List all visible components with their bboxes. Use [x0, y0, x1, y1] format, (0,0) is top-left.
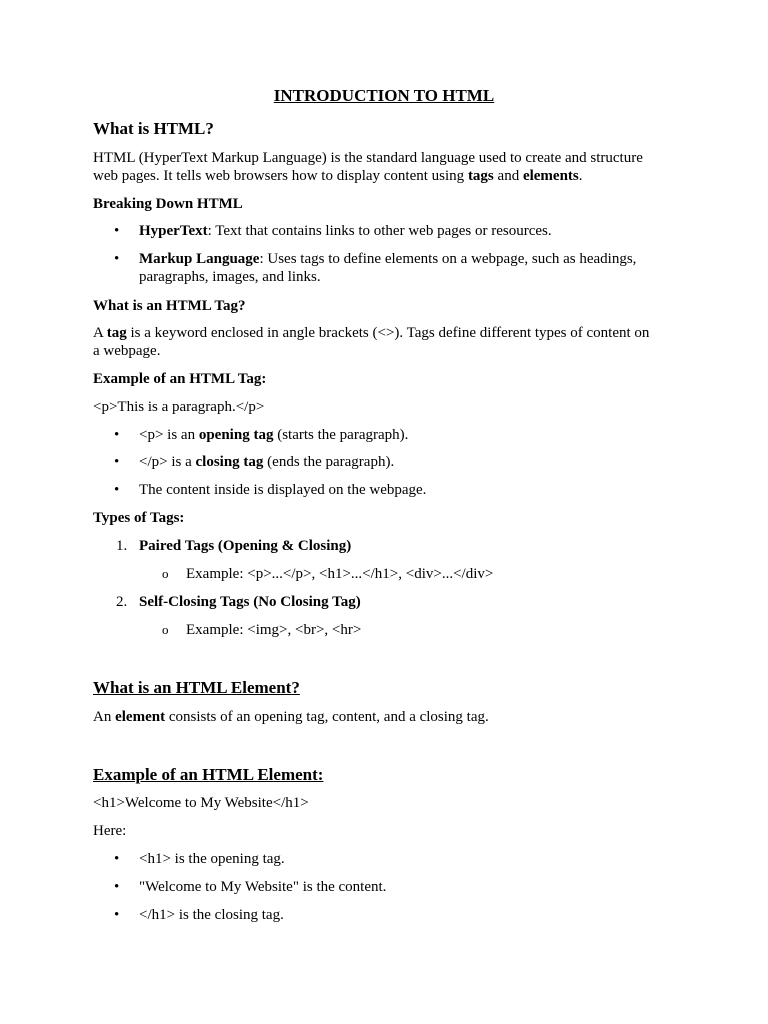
bullet-marker: •: [114, 907, 120, 923]
list-number: 1.: [116, 538, 128, 554]
list-item: Markup Language: Uses tags to define elements on a webpage, such as headings,: [139, 251, 637, 267]
sub-bullet-marker: o: [162, 566, 169, 581]
list-item: HyperText: Text that contains links to other web pages or resources.: [139, 223, 552, 239]
sub-list-item: Example: <img>, <br>, <hr>: [186, 622, 362, 638]
paragraph-tag-definition-line1: A tag is a keyword enclosed in angle brackets (<>). Tags define different types of content on: [93, 325, 650, 341]
heading-what-is-html: What is HTML?: [93, 119, 214, 138]
bullet-marker: •: [114, 879, 120, 895]
bullet-marker: •: [114, 427, 120, 443]
list-item: The content inside is displayed on the webpage.: [139, 482, 427, 498]
list-item: </p> is a closing tag (ends the paragraph).: [139, 454, 395, 470]
list-item: </h1> is the closing tag.: [139, 907, 284, 923]
heading-example-html-element: Example of an HTML Element:: [93, 765, 324, 784]
bullet-marker: •: [114, 454, 120, 470]
heading-what-is-html-tag: What is an HTML Tag?: [93, 298, 246, 314]
list-item-self-closing-tags: Self-Closing Tags (No Closing Tag): [139, 594, 361, 610]
paragraph-element-definition: An element consists of an opening tag, content, and a closing tag.: [93, 709, 489, 725]
paragraph-html-definition-line1: HTML (HyperText Markup Language) is the standard language used to create and structure: [93, 150, 643, 166]
heading-breaking-down-html: Breaking Down HTML: [93, 196, 243, 212]
bullet-marker: •: [114, 223, 120, 239]
list-item-continuation: paragraphs, images, and links.: [139, 269, 321, 285]
list-item: <p> is an opening tag (starts the paragraph).: [139, 427, 409, 443]
paragraph-html-definition-line2: web pages. It tells web browsers how to display content using tags and elements.: [93, 168, 583, 184]
bullet-marker: •: [114, 251, 120, 267]
list-item: <h1> is the opening tag.: [139, 851, 285, 867]
list-number: 2.: [116, 594, 128, 610]
paragraph-tag-definition-line2: a webpage.: [93, 343, 161, 359]
list-item-paired-tags: Paired Tags (Opening & Closing): [139, 538, 352, 554]
heading-example-html-tag: Example of an HTML Tag:: [93, 371, 267, 387]
heading-types-of-tags: Types of Tags:: [93, 510, 185, 526]
code-example-element: <h1>Welcome to My Website</h1>: [93, 795, 309, 811]
sub-list-item: Example: <p>...</p>, <h1>...</h1>, <div>...</div>: [186, 566, 494, 582]
sub-bullet-marker: o: [162, 622, 169, 637]
heading-what-is-html-element: What is an HTML Element?: [93, 678, 300, 697]
code-example-paragraph: <p>This is a paragraph.</p>: [93, 399, 265, 415]
document-title: INTRODUCTION TO HTML: [273, 86, 495, 105]
list-item: "Welcome to My Website" is the content.: [139, 879, 387, 895]
bullet-marker: •: [114, 851, 120, 867]
bullet-marker: •: [114, 482, 120, 498]
here-label: Here:: [93, 823, 127, 839]
